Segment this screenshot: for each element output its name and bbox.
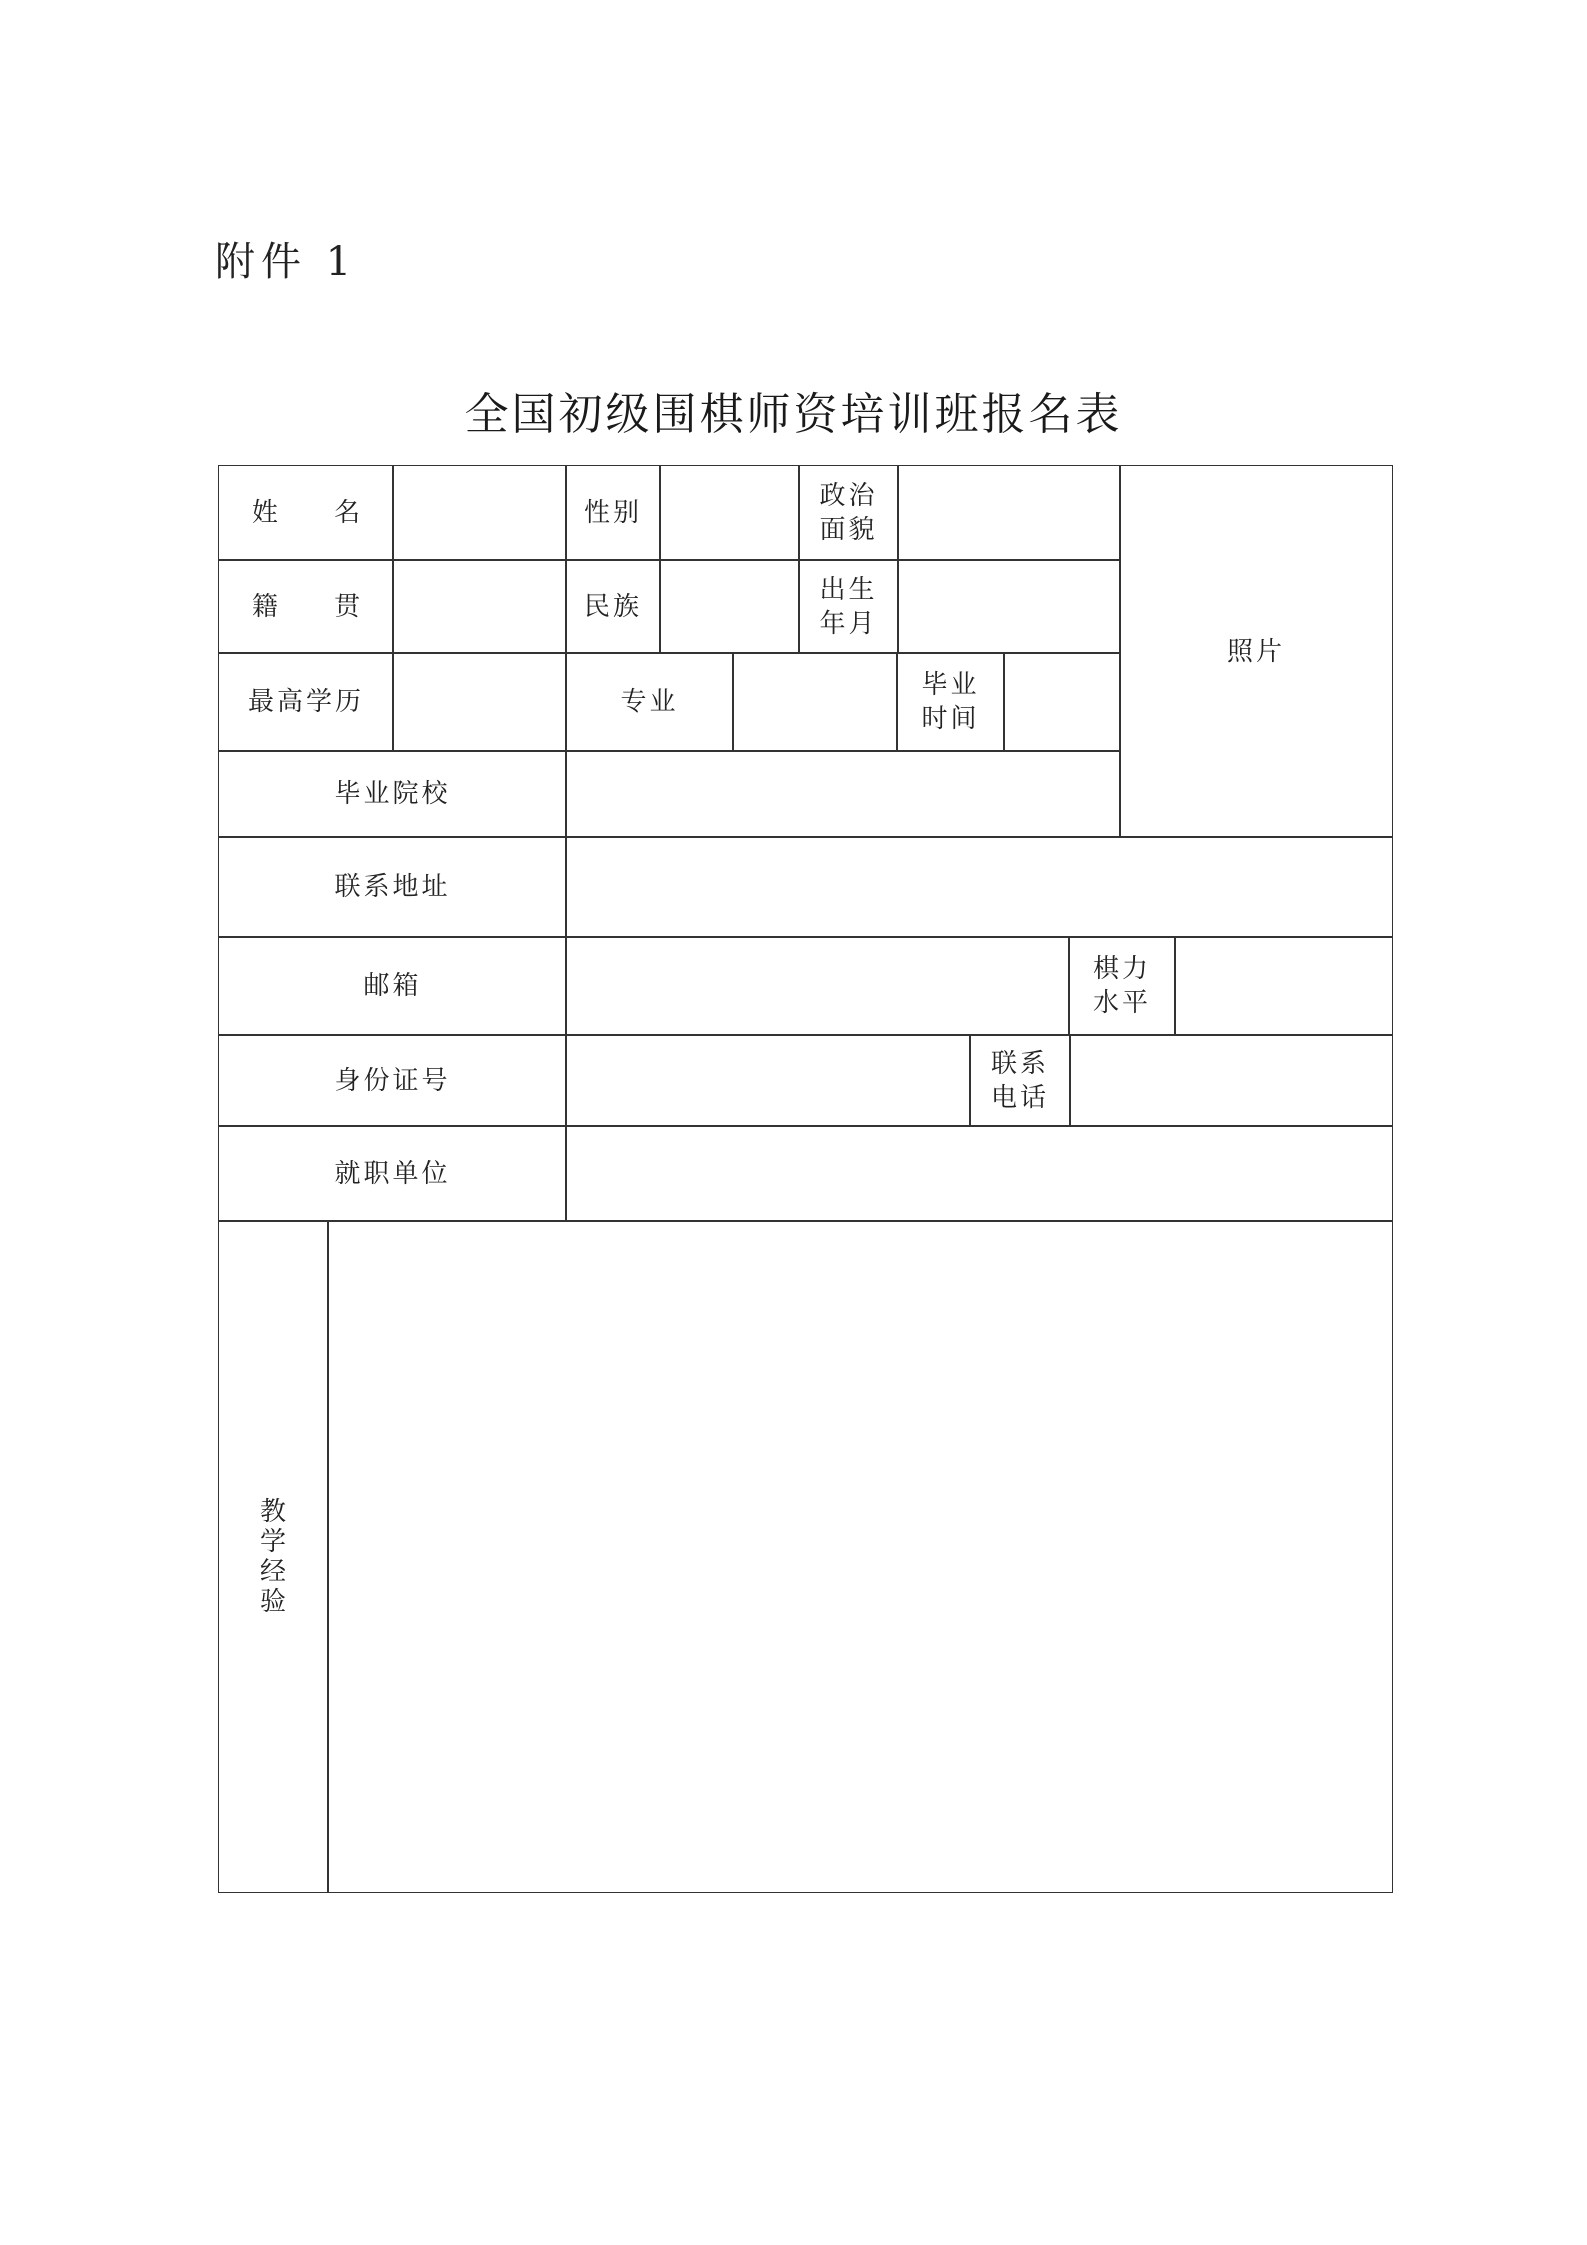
- political-status-label: 政治 面貌: [819, 481, 878, 545]
- employer-label: 就职单位: [334, 1158, 451, 1189]
- form-title: 全国初级围棋师资培训班报名表: [464, 389, 1123, 440]
- phone-label: 联系 电话: [990, 1048, 1049, 1113]
- gender-input[interactable]: [659, 465, 800, 561]
- name-label: 姓 名: [251, 498, 385, 528]
- employer-input[interactable]: [565, 1125, 1393, 1222]
- major-label: 专业: [620, 687, 679, 717]
- graduation-time-input[interactable]: [1003, 652, 1121, 752]
- ethnicity-label: 民族: [583, 591, 642, 622]
- go-level-input[interactable]: [1174, 936, 1393, 1036]
- graduation-time-label: 毕业 时间: [921, 670, 980, 734]
- birth-input[interactable]: [897, 559, 1121, 654]
- teaching-input[interactable]: [327, 1220, 1393, 1893]
- ethnicity-input[interactable]: [659, 559, 800, 654]
- school-label: 毕业院校: [334, 779, 451, 809]
- birth-label: 出生 年月: [819, 574, 878, 639]
- go-level-label: 棋力 水平: [1092, 954, 1151, 1018]
- political-status-input[interactable]: [897, 465, 1121, 561]
- education-input[interactable]: [392, 652, 567, 752]
- name-input[interactable]: [392, 465, 567, 561]
- photo-label: 照片: [1226, 636, 1285, 667]
- email-input[interactable]: [565, 936, 1070, 1036]
- education-label: 最高学历: [247, 687, 364, 717]
- address-label: 联系地址: [334, 872, 451, 902]
- address-input[interactable]: [565, 836, 1393, 938]
- gender-label: 性别: [583, 498, 642, 528]
- email-label: 邮箱: [363, 971, 422, 1001]
- attachment-label: 附件 1: [215, 239, 358, 285]
- major-input[interactable]: [732, 652, 898, 752]
- school-input[interactable]: [565, 750, 1121, 838]
- id-number-label: 身份证号: [334, 1065, 451, 1096]
- native-place-label: 籍 贯: [251, 591, 385, 622]
- id-number-input[interactable]: [565, 1034, 971, 1127]
- teaching-label: 教学经验: [259, 1496, 286, 1617]
- native-place-input[interactable]: [392, 559, 567, 654]
- phone-input[interactable]: [1069, 1034, 1393, 1127]
